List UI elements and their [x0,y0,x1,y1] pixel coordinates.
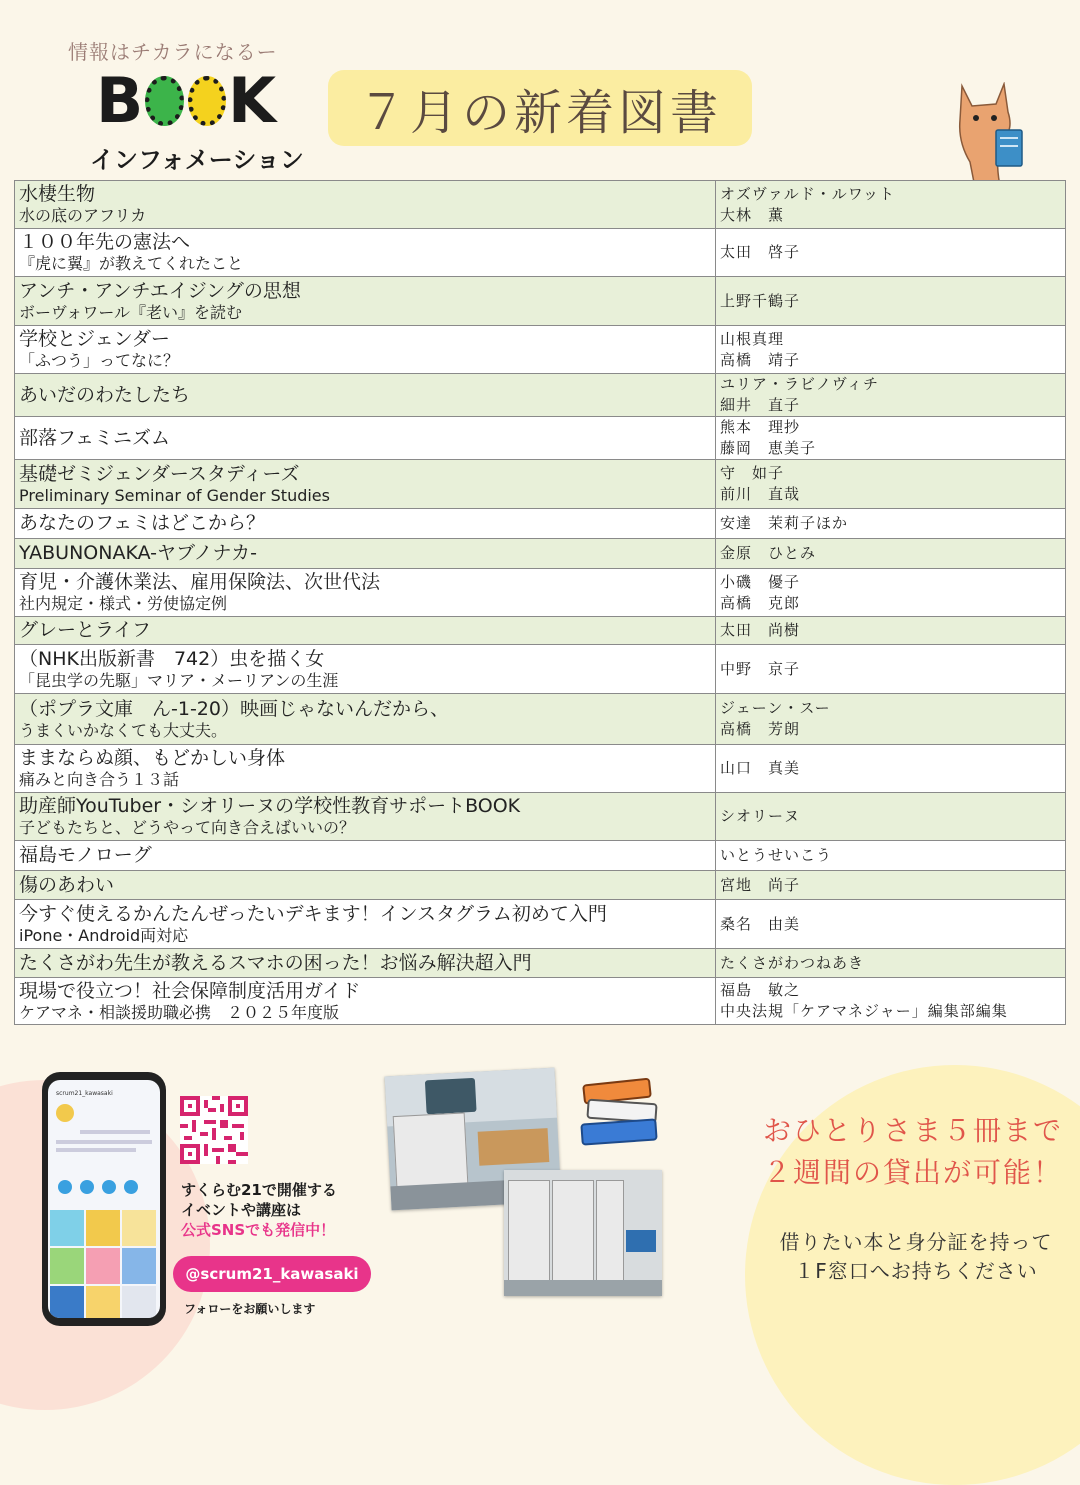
book-title: グレーとライフ [19,619,151,641]
book-title-cell [15,374,716,417]
qr-code-icon[interactable] [180,1096,248,1164]
tagline: 情報はチカラになるー [68,40,278,64]
screen-highlight-icon [80,1180,94,1194]
photo-shelf [552,1180,594,1282]
book-title: 基礎ゼミジェンダースタディーズ [19,462,300,485]
book-row [15,277,1066,326]
book-author: 安達 茉莉子ほか [720,514,849,532]
book-author: シオリーヌ [720,807,801,825]
book-author: ユリア・ラビノヴィチ [720,375,879,393]
book-author: 山根真理 [720,329,785,348]
screen-post-tile [50,1210,84,1246]
logo-letter-b: B [96,64,144,137]
book-subtitle: 痛みと向き合う１３話 [19,770,180,789]
photo-shelf [508,1180,550,1282]
sns-line-1: すくらむ21で開催する [181,1181,337,1199]
book-title-cell [15,617,716,645]
screen-post-tile [122,1248,156,1284]
book-author: 山口 真美 [720,759,801,777]
book-title-cell [15,694,716,745]
book-author: 守 如子 [720,464,785,482]
book-title: あなたのフェミはどこから？ [19,512,266,534]
screen-highlight-icon [58,1180,72,1194]
screen-post-tile [122,1286,156,1318]
lending-instructions [768,1228,1064,1286]
book-subtitle: Preliminary Seminar of Gender Studies [19,485,330,505]
book-row [15,841,1066,871]
book-author: オズヴァルド・ルワット [720,184,895,203]
book-row [15,417,1066,460]
book-row [15,645,1066,694]
book-row [15,694,1066,745]
book-author: 高橋 靖子 [720,350,801,369]
book-author-cell [716,569,1066,617]
page-title: ７月の新着図書 [357,84,722,141]
book-row [15,326,1066,374]
book-author: 中野 京子 [720,659,801,678]
photo-shelf [393,1112,469,1188]
lending-limit-notice [760,1110,1066,1194]
book-author: 金原 ひとみ [720,544,817,562]
book-author-cell [716,978,1066,1025]
book-subtitle: 「昆虫学の先駆」マリア・メーリアンの生涯 [19,670,339,690]
screen-post-tile [86,1248,120,1284]
book-author-cell [716,417,1066,460]
book-author: 前川 直哉 [720,485,801,503]
instagram-profile-screen [48,1080,160,1318]
book-subtitle: ボーヴォワール『老い』を読む [19,302,243,322]
book-title: あいだのわたしたち [19,383,191,406]
photo-window [425,1078,477,1115]
book-author-cell [716,460,1066,509]
book-row [15,949,1066,978]
book-row [15,871,1066,900]
book-title-cell [15,841,716,871]
book-title-cell [15,949,716,978]
book-title-cell [15,326,716,374]
book-author: 福島 敏之 [720,981,801,999]
book-subtitle: うまくいかなくても大丈夫。 [19,720,228,740]
book-title: １００年先の憲法へ [19,231,191,253]
book-title-cell [15,745,716,793]
book-title: 育児・介護休業法、雇用保険法、次世代法 [19,571,381,593]
book-subtitle: 子どもたちと、どうやって向き合えばいいの？ [19,818,356,837]
screen-stats-bar [80,1130,150,1134]
sns-line-3: 公式SNSでも発信中！ [181,1221,336,1239]
book-author-cell [716,181,1066,229]
book-title: 学校とジェンダー [19,328,170,350]
book-author: 高橋 芳朗 [720,720,801,738]
new-books-table [14,180,1066,1025]
photo-chair [626,1230,656,1252]
book-author-cell [716,277,1066,326]
library-photo-2 [504,1170,662,1296]
book-author-cell [716,694,1066,745]
book-row [15,229,1066,277]
book-row [15,978,1066,1025]
book-title: （ポプラ文庫 ん-1-20）映画じゃないんだから、 [19,697,449,720]
book-title-cell [15,417,716,460]
book-row [15,181,1066,229]
book-author: 小磯 優子 [720,572,801,591]
book-author: 高橋 克郎 [720,593,801,612]
book-title: 部落フェミニズム [19,426,171,449]
book-subtitle: 水の底のアフリカ [19,206,147,225]
logo-o-yellow-icon [188,76,226,126]
book-subtitle: 「ふつう」ってなに？ [19,351,180,370]
screen-bio-line [56,1148,136,1152]
notice-line-4: １F窓口へお持ちください [794,1259,1038,1283]
book-author: 藤岡 恵美子 [720,439,817,457]
logo-subtitle: インフォメーション [90,146,304,174]
photo-floor [504,1280,662,1296]
notice-line-3: 借りたい本と身分証を持って [779,1230,1053,1254]
book-title: 傷のあわい [19,873,115,896]
book-title: 助産師YouTuber・シオリーヌの学校性教育サポートBOOK [19,795,521,817]
book-title: 今すぐ使えるかんたんぜったいデキます！インスタグラム初めて入門 [19,902,607,925]
book-subtitle: 社内規定・様式・労使協定例 [19,594,228,613]
screen-post-tile [86,1286,120,1318]
book-author-cell [716,617,1066,645]
book-row [15,745,1066,793]
book-title: 現場で役立つ！社会保障制度活用ガイド [19,979,361,1002]
screen-highlight-icon [124,1180,138,1194]
book-row [15,793,1066,841]
book-author: いとうせいこう [720,846,833,864]
book-title-cell [15,978,716,1025]
book-title-cell [15,871,716,900]
book-title-cell [15,460,716,509]
book-row [15,460,1066,509]
phone-mockup [42,1072,166,1326]
book-title: 水棲生物 [19,183,96,205]
book-title: 福島モノローグ [19,844,152,866]
notice-line-2: ２週間の貸出が可能！ [762,1156,1063,1189]
book-row [15,617,1066,645]
book-row [15,569,1066,617]
book-author: ジェーン・スー [720,699,831,717]
book-author: たくさがわつねあき [720,953,865,972]
book-title-cell [15,509,716,539]
book-row [15,900,1066,949]
book-title: アンチ・アンチエイジングの思想 [19,279,301,302]
book-row [15,539,1066,569]
book-title-cell [15,569,716,617]
book-title-cell [15,277,716,326]
photo-shelf [596,1180,624,1282]
book-author-cell [716,326,1066,374]
screen-bio-line [56,1140,152,1144]
screen-highlight-icon [102,1180,116,1194]
follow-request-text: フォローをお願いします [184,1302,316,1316]
sns-line-2: イベントや講座は [181,1201,302,1219]
book-author: 宮地 尚子 [720,875,801,894]
book-logo [96,66,276,136]
book-row [15,509,1066,539]
book-author-cell [716,745,1066,793]
sns-promo-text [181,1180,337,1240]
photo-desk [478,1128,550,1166]
book-title: たくさがわ先生が教えるスマホの困った！お悩み解決超入門 [19,951,532,974]
book-author-cell [716,374,1066,417]
book-author-cell [716,539,1066,569]
book-title: （NHK出版新書 742）虫を描く女 [19,647,325,670]
book-author: 太田 啓子 [720,243,801,261]
book-row [15,374,1066,417]
logo-letter-k: K [227,64,276,137]
book-author-cell [716,229,1066,277]
book-author: 大林 薫 [720,205,785,224]
screen-post-tile [50,1248,84,1284]
book-author: 熊本 理抄 [720,418,801,436]
book-author: 上野千鶴子 [720,291,801,310]
screen-handle: scrum21_kawasaki [56,1090,113,1097]
logo-o-green-icon [145,76,183,126]
book-author-cell [716,793,1066,841]
book-author: 中央法規「ケアマネジャー」編集部編集 [720,1002,1008,1020]
book-author-cell [716,949,1066,978]
book-author-cell [716,871,1066,900]
instagram-handle-button[interactable]: @scrum21_kawasaki [173,1256,371,1292]
book-author-cell [716,900,1066,949]
book-author: 桑名 由美 [720,914,801,933]
book-author: 細井 直子 [720,396,801,414]
book-title: YABUNONAKA-ヤブノナカ- [19,542,257,564]
book-author: 太田 尚樹 [720,621,801,639]
book-stack-icon [578,1074,666,1146]
book-subtitle: 『虎に翼』が教えてくれたこと [19,254,244,273]
book-title-cell [15,900,716,949]
book-title-cell [15,539,716,569]
screen-avatar [56,1104,74,1122]
book-title-cell [15,181,716,229]
book-author-cell [716,645,1066,694]
book-author-cell [716,841,1066,871]
book-title-cell [15,645,716,694]
book-title: ままならぬ顔、もどかしい身体 [19,747,286,769]
book-author-cell [716,509,1066,539]
screen-post-tile [86,1210,120,1246]
book-title-cell [15,229,716,277]
screen-post-tile [122,1210,156,1246]
screen-post-tile [50,1286,84,1318]
page-title-box [328,70,752,146]
book-subtitle: iPone・Android両対応 [19,925,189,945]
book-title-cell [15,793,716,841]
notice-line-1: おひとりさま５冊まで [762,1114,1063,1147]
book-subtitle: ケアマネ・相談援助職必携 ２０２５年度版 [19,1002,340,1022]
